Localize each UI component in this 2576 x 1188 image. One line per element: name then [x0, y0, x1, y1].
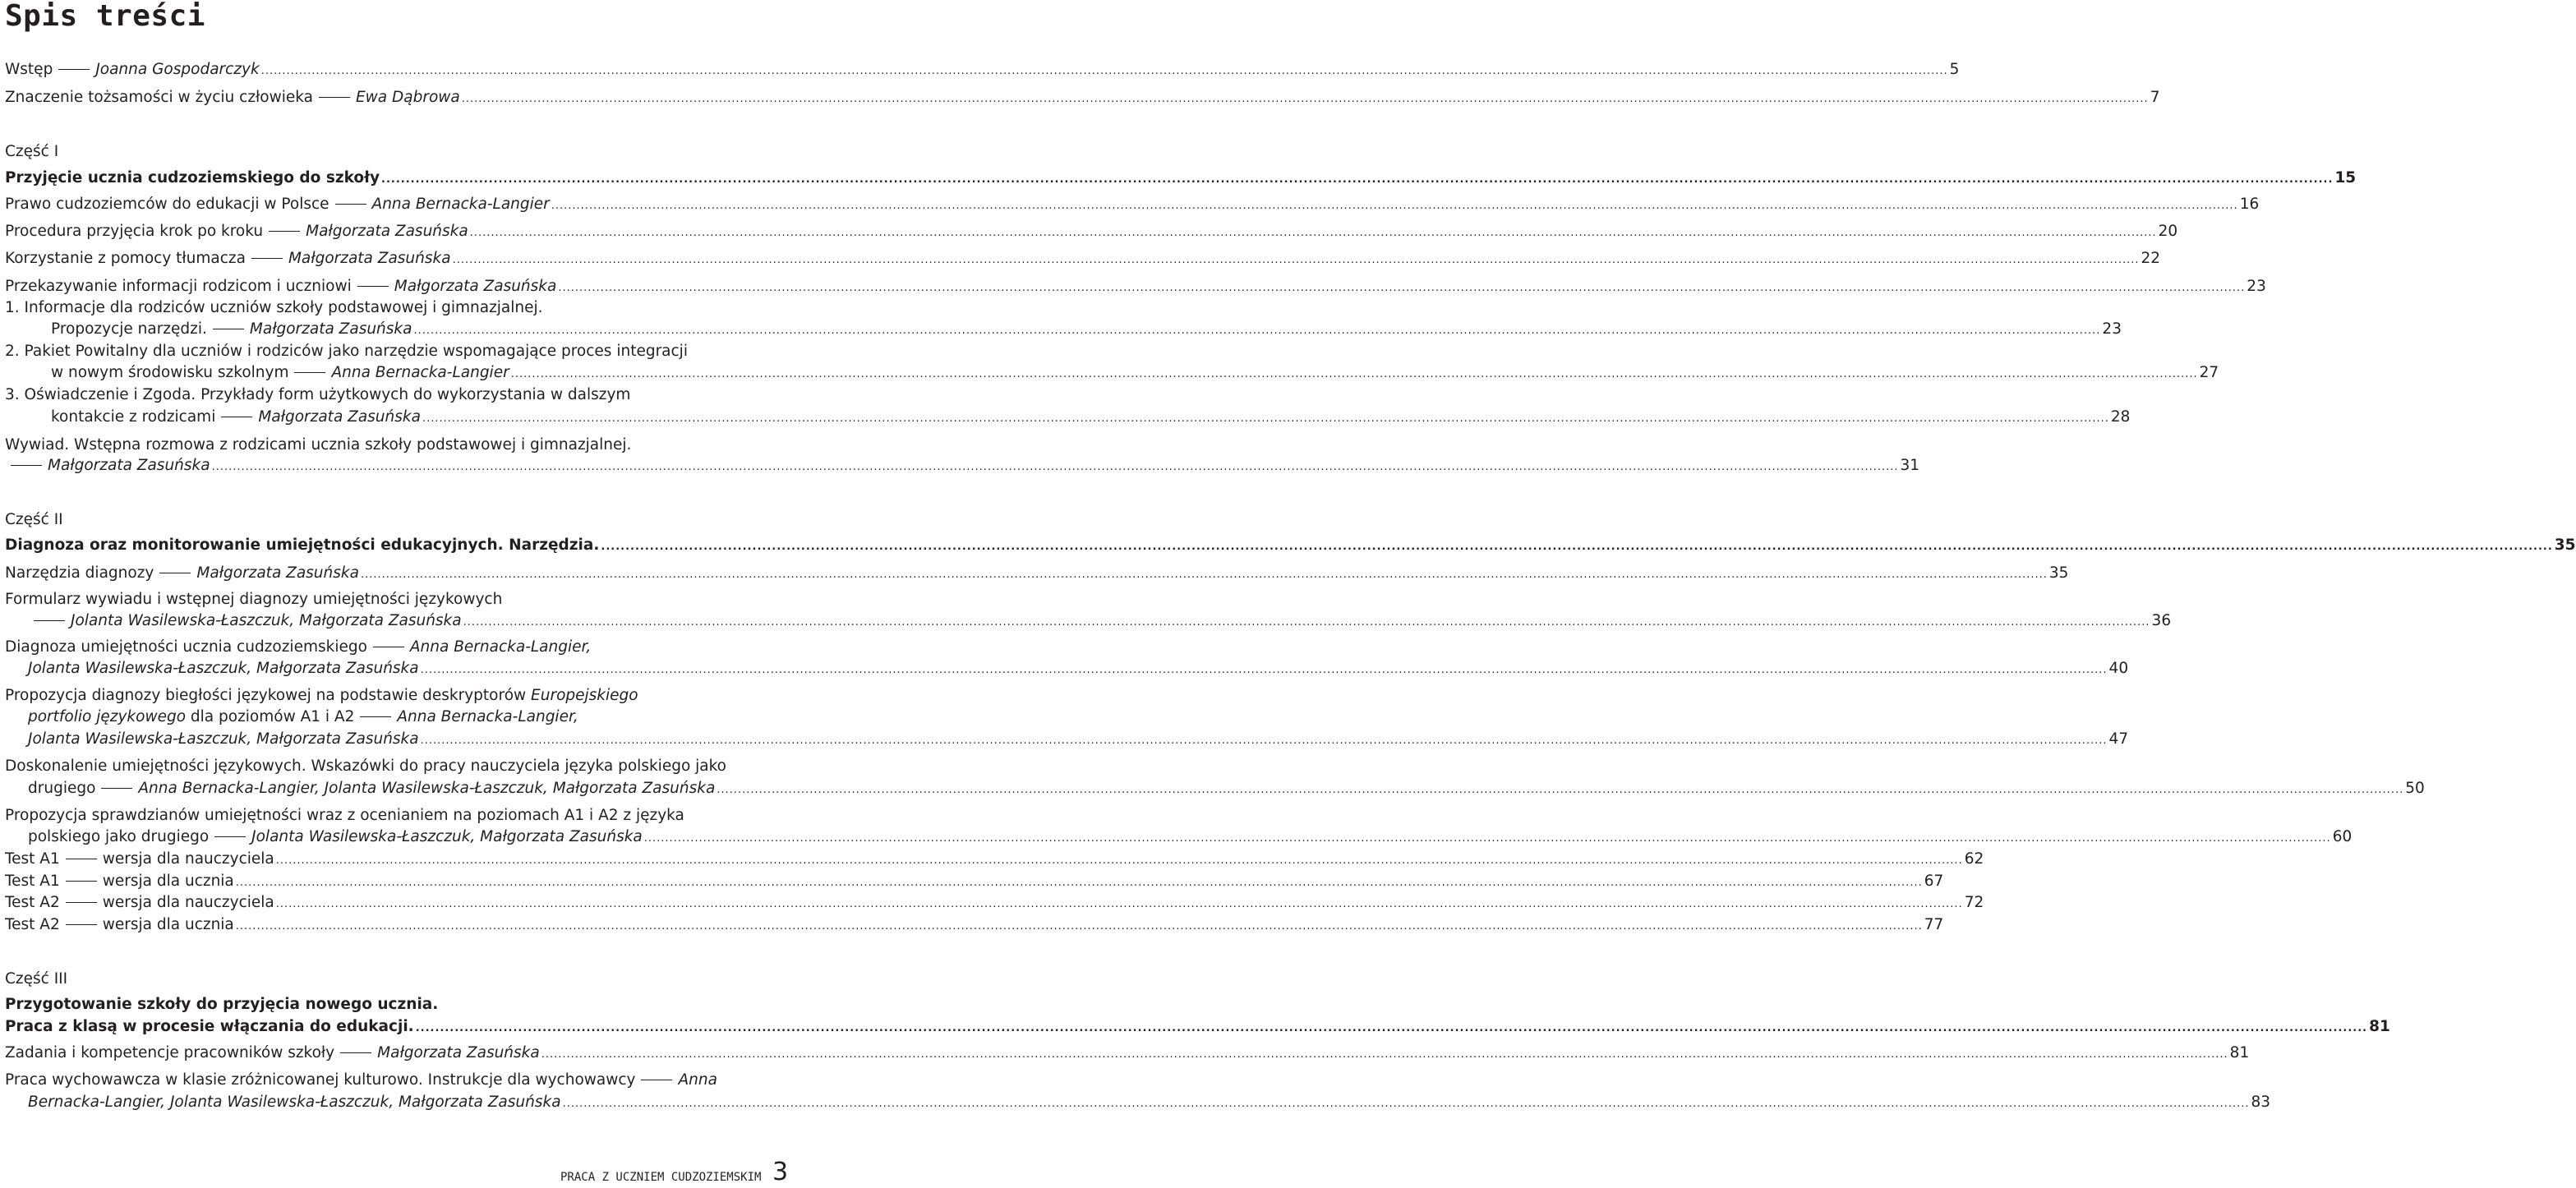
toc-page-number: 47	[2108, 730, 2129, 748]
toc-entry	[28, 826, 2353, 848]
toc-page-number: 23	[2102, 320, 2122, 338]
dot-leader: ................................................................................................................................................................................................................................................................................................................................................................................................................	[415, 1022, 2368, 1034]
toc-entry-title	[5, 636, 591, 658]
toc-page-number: 35	[2048, 564, 2069, 582]
toc-entry	[51, 318, 2122, 340]
toc-page-number: 7	[2150, 89, 2160, 106]
toc-entry	[5, 86, 2160, 108]
toc-page-number: 27	[2199, 364, 2219, 381]
toc-author: portfolio językowego	[28, 708, 187, 725]
toc-entry-title	[5, 454, 210, 477]
toc-entry-title	[5, 275, 556, 297]
toc-page-number: 20	[2158, 223, 2178, 240]
toc-entry-title	[28, 826, 643, 848]
toc-text: Test A2	[5, 916, 60, 933]
toc-page-number: 40	[2108, 660, 2129, 677]
toc-author: Małgorzata Zasuńska	[377, 1044, 540, 1061]
toc-text: dla poziomów A1 i A2	[190, 708, 355, 725]
toc-author: Ewa Dąbrowa	[355, 89, 460, 106]
dot-leader: ................................................................................................................................................................................................................................................................................................................................................................................................................	[717, 784, 2404, 796]
toc-entry	[5, 534, 2576, 556]
toc-text: Diagnoza oraz monitorowanie umiejętności edukacyjnych. Narzędzia.	[5, 536, 600, 554]
em-dash	[101, 788, 132, 789]
toc-entry	[5, 1015, 2390, 1038]
toc-entry	[5, 993, 758, 1015]
toc-entry	[28, 706, 758, 728]
toc-author: Małgorzata Zasuńska	[394, 278, 557, 295]
dot-leader: ................................................................................................................................................................................................................................................................................................................................................................................................................	[275, 898, 1963, 910]
footer-page-number: 3	[772, 1158, 789, 1186]
em-dash	[66, 902, 97, 903]
toc-entry	[51, 361, 2219, 384]
toc-entry-title	[5, 167, 380, 189]
toc-entry-title	[28, 706, 578, 728]
em-dash	[58, 69, 90, 70]
toc-entry-title	[5, 193, 550, 215]
toc-text: Doskonalenie umiejętności językowych. Wskazówki do pracy nauczyciela języka polskiego jako	[5, 757, 726, 775]
toc-text: wersja dla ucznia	[102, 873, 234, 890]
toc-page-number: 35	[2554, 536, 2576, 554]
dot-leader: ................................................................................................................................................................................................................................................................................................................................................................................................................	[235, 920, 1923, 932]
toc-page-number: 31	[1900, 457, 1920, 474]
dot-leader: ................................................................................................................................................................................................................................................................................................................................................................................................................	[601, 541, 2553, 553]
toc-page-number: 22	[2141, 250, 2161, 267]
dot-leader: ................................................................................................................................................................................................................................................................................................................................................................................................................	[360, 569, 2048, 581]
toc-entry-title	[28, 777, 715, 799]
toc-entry	[28, 777, 2425, 799]
toc-entry-title	[5, 1042, 540, 1064]
toc-author: Małgorzata Zasuńska	[196, 564, 359, 582]
toc-entry-title	[5, 993, 438, 1015]
toc-text: Diagnoza umiejętności ucznia cudzoziemskiego	[5, 638, 367, 656]
toc-text: Narzędzia diagnozy	[5, 564, 154, 582]
toc-entry	[5, 562, 2069, 584]
toc-entry-title	[5, 562, 359, 584]
em-dash	[357, 286, 389, 287]
toc-entry	[5, 848, 1984, 870]
toc-text: Praca z klasą w procesie włączania do edukacji.	[5, 1018, 414, 1035]
em-dash	[214, 836, 246, 837]
toc-text: 3. Oświadczenie i Zgoda. Przykłady form użytkowych do wykorzystania w dalszym	[5, 386, 631, 403]
toc-entry	[5, 755, 758, 777]
em-dash	[251, 258, 283, 259]
toc-page-number: 67	[1924, 873, 1944, 890]
toc-text: Korzystanie z pomocy tłumacza	[5, 250, 246, 267]
toc-entry	[5, 193, 2260, 215]
toc-text: wersja dla nauczyciela	[102, 894, 274, 911]
toc-entry-title	[51, 318, 412, 340]
toc-text: Przygotowanie szkoły do przyjęcia nowego ucznia.	[5, 996, 439, 1013]
toc-text: Część III	[5, 970, 68, 988]
toc-text: Przyjęcie ucznia cudzoziemskiego do szkoły	[5, 169, 380, 186]
toc-text: Test A1	[5, 850, 60, 868]
toc-author: Jolanta Wasilewska-Łaszczuk, Małgorzata Zasuńska	[28, 730, 419, 748]
toc-entry-title	[51, 406, 421, 428]
toc-text: Test A2	[5, 894, 60, 911]
toc-text: Część II	[5, 511, 63, 528]
dot-leader: ................................................................................................................................................................................................................................................................................................................................................................................................................	[558, 282, 2246, 294]
toc-text: Propozycja diagnozy biegłości językowej na podstawie deskryptorów	[5, 687, 527, 704]
toc-entry	[5, 684, 758, 707]
dot-leader: ................................................................................................................................................................................................................................................................................................................................................................................................................	[420, 664, 2108, 676]
toc-author: Małgorzata Zasuńska	[48, 457, 210, 474]
toc-entry-title	[5, 220, 468, 242]
toc-text: Praca wychowawcza w klasie zróżnicowanej kulturowo. Instrukcje dla wychowawcy	[5, 1071, 636, 1089]
toc-text: Propozycja sprawdzianów umiejętności wraz z ocenianiem na poziomach A1 i A2 z języka	[5, 807, 684, 824]
dot-leader: ................................................................................................................................................................................................................................................................................................................................................................................................................	[420, 734, 2108, 747]
toc-text: Wstęp	[5, 61, 53, 78]
toc-author: Joanna Gospodarczyk	[95, 61, 260, 78]
toc-author: Małgorzata Zasuńska	[288, 250, 451, 267]
dot-leader: ................................................................................................................................................................................................................................................................................................................................................................................................................	[562, 1098, 2250, 1110]
toc-page-number: 60	[2332, 828, 2353, 845]
toc-page-number: 81	[2229, 1044, 2250, 1061]
toc-page-number: 77	[1924, 916, 1944, 933]
dot-leader: ................................................................................................................................................................................................................................................................................................................................................................................................................	[381, 173, 2334, 186]
toc-entry	[5, 968, 758, 990]
toc-page-number: 28	[2110, 408, 2131, 426]
toc-entry	[5, 1042, 2250, 1064]
toc-page-number: 62	[1964, 850, 1984, 868]
dot-leader: ................................................................................................................................................................................................................................................................................................................................................................................................................	[510, 368, 2198, 380]
em-dash	[294, 372, 325, 373]
toc-entry	[5, 1069, 758, 1091]
toc-entry	[5, 914, 1944, 936]
dot-leader: ................................................................................................................................................................................................................................................................................................................................................................................................................	[235, 877, 1923, 889]
toc-entry	[5, 384, 758, 406]
toc-entry	[5, 275, 2266, 297]
toc-author: Jolanta Wasilewska-Łaszczuk, Małgorzata Zasuńska	[251, 828, 643, 845]
toc-text: Znaczenie tożsamości w życiu człowieka	[5, 89, 313, 106]
toc-author: Europejskiego	[531, 687, 638, 704]
toc-entry	[5, 804, 758, 827]
toc-entry-title	[5, 1015, 414, 1038]
toc-entry	[28, 728, 2129, 750]
toc-page-number: 23	[2247, 278, 2266, 295]
page-title: Spis treści	[5, 0, 205, 33]
toc-entry	[5, 58, 1960, 81]
toc-entry	[5, 636, 758, 658]
toc-entry	[5, 891, 1984, 914]
toc-page-number: 50	[2405, 780, 2425, 797]
toc-text: kontakcie z rodzicami	[51, 408, 216, 426]
toc-author: Anna Bernacka-Langier	[371, 196, 550, 213]
toc-entry-title	[51, 361, 509, 384]
toc-entry-title	[5, 891, 274, 914]
toc-page-number: 83	[2251, 1094, 2271, 1111]
dot-leader: ................................................................................................................................................................................................................................................................................................................................................................................................................	[541, 1048, 2228, 1061]
toc-entry-title	[5, 848, 274, 870]
footer-title: PRACA Z UCZNIEM CUDZOZIEMSKIM	[560, 1171, 762, 1184]
toc-entry	[5, 509, 758, 531]
toc-page-number: 16	[2239, 196, 2260, 213]
toc-entry-title	[28, 610, 462, 632]
em-dash	[66, 924, 97, 925]
toc-page-number: 15	[2334, 169, 2357, 186]
dot-leader: ................................................................................................................................................................................................................................................................................................................................................................................................................	[413, 325, 2101, 337]
toc-entry	[5, 247, 2161, 269]
toc-entry	[28, 610, 2172, 632]
toc-entry-title	[5, 247, 451, 269]
toc-page-number: 36	[2151, 612, 2172, 629]
em-dash	[335, 204, 366, 205]
dot-leader: ................................................................................................................................................................................................................................................................................................................................................................................................................	[551, 200, 2238, 212]
toc-author: Anna Bernacka-Langier, Jolanta Wasilewska-Łaszczuk, Małgorzata Zasuńska	[138, 780, 716, 797]
toc-author: Jolanta Wasilewska-Łaszczuk, Małgorzata Zasuńska	[71, 612, 462, 629]
toc-text: Prawo cudzoziemców do edukacji w Polsce	[5, 196, 329, 213]
toc-entry-title	[5, 588, 502, 610]
dot-leader: ................................................................................................................................................................................................................................................................................................................................................................................................................	[643, 832, 2331, 845]
toc-entry-title	[28, 728, 419, 750]
toc-text: Procedura przyjęcia krok po kroku	[5, 223, 264, 240]
toc-author: Jolanta Wasilewska-Łaszczuk, Małgorzata Zasuńska	[28, 660, 419, 677]
toc-text: w nowym środowisku szkolnym	[51, 364, 289, 381]
toc-entry	[5, 588, 758, 610]
toc-text: Test A1	[5, 873, 60, 890]
toc-text: Zadania i kompetencje pracowników szkoły	[5, 1044, 335, 1061]
em-dash	[340, 1052, 371, 1053]
toc-author: Anna Bernacka-Langier,	[397, 708, 578, 725]
toc-text: polskiego jako drugiego	[28, 828, 210, 845]
toc-text: 1. Informacje dla rodziców uczniów szkoły podstawowej i gimnazjalnej.	[5, 299, 543, 316]
em-dash	[319, 97, 350, 98]
toc-entry	[28, 1091, 2271, 1113]
toc-author: Anna	[678, 1071, 717, 1089]
toc-entry	[5, 454, 1920, 477]
toc-page-number: 72	[1964, 894, 1984, 911]
em-dash	[269, 231, 300, 232]
toc-text: Formularz wywiadu i wstępnej diagnozy umiejętności językowych	[5, 591, 503, 608]
toc-entry-title	[5, 968, 67, 990]
toc-text: Propozycje narzędzi.	[51, 320, 207, 338]
toc-entry-title	[5, 914, 234, 936]
toc-author: Bernacka-Langier, Jolanta Wasilewska-Łaszczuk, Małgorzata Zasuńska	[28, 1094, 561, 1111]
toc-entry-title	[28, 1091, 561, 1113]
toc-author: Małgorzata Zasuńska	[306, 223, 468, 240]
toc-text: Wywiad. Wstępna rozmowa z rodzicami ucznia szkoły podstawowej i gimnazjalnej.	[5, 436, 632, 454]
toc-entry-title	[5, 534, 599, 556]
toc-entry	[5, 297, 758, 319]
toc-entry	[5, 140, 758, 163]
em-dash	[11, 465, 42, 466]
toc-entry-title	[28, 657, 419, 679]
toc-entry-title	[5, 434, 631, 456]
toc-entry-title	[5, 297, 543, 319]
dot-leader: ................................................................................................................................................................................................................................................................................................................................................................................................................	[275, 854, 1963, 867]
dot-leader: ................................................................................................................................................................................................................................................................................................................................................................................................................	[260, 65, 1948, 77]
toc-entry-title	[5, 684, 638, 707]
toc-text: wersja dla ucznia	[102, 916, 234, 933]
toc-entry-title	[5, 384, 630, 406]
toc-page-number: 81	[2369, 1018, 2390, 1035]
dot-leader: ................................................................................................................................................................................................................................................................................................................................................................................................................	[452, 254, 2140, 266]
toc-text: Część I	[5, 143, 59, 160]
toc-entry-title	[5, 140, 58, 163]
toc-entry-title	[5, 58, 260, 81]
toc-author: Małgorzata Zasuńska	[258, 408, 421, 426]
dot-leader: ................................................................................................................................................................................................................................................................................................................................................................................................................	[461, 93, 2149, 105]
toc-entry-title	[5, 804, 684, 827]
em-dash	[360, 716, 391, 717]
toc-entry-title	[5, 1069, 717, 1091]
em-dash	[34, 620, 65, 621]
toc-page-number: 5	[1949, 61, 1960, 78]
toc-text: drugiego	[28, 780, 96, 797]
toc-entry	[51, 406, 2131, 428]
toc-author: Małgorzata Zasuńska	[249, 320, 412, 338]
dot-leader: ................................................................................................................................................................................................................................................................................................................................................................................................................	[211, 461, 1899, 473]
toc-entry-title	[5, 340, 688, 362]
toc-text: Przekazywanie informacji rodzicom i uczniowi	[5, 278, 352, 295]
toc-entry	[5, 870, 1944, 892]
toc-entry-title	[5, 755, 726, 777]
toc-text: 2. Pakiet Powitalny dla uczniów i rodziców jako narzędzie wspomagające proces integracji	[5, 343, 688, 360]
dot-leader: ................................................................................................................................................................................................................................................................................................................................................................................................................	[422, 412, 2109, 425]
toc-entry	[5, 340, 758, 362]
toc-entry	[5, 220, 2178, 242]
dot-leader: ................................................................................................................................................................................................................................................................................................................................................................................................................	[469, 227, 2157, 239]
toc-entry	[28, 657, 2129, 679]
toc-author: Anna Bernacka-Langier,	[409, 638, 592, 656]
toc-entry	[5, 167, 2357, 189]
toc-author: Anna Bernacka-Langier	[331, 364, 509, 381]
toc-text: wersja dla nauczyciela	[102, 850, 274, 868]
toc-entry-title	[5, 86, 460, 108]
toc-entry-title	[5, 870, 234, 892]
dot-leader: ................................................................................................................................................................................................................................................................................................................................................................................................................	[463, 616, 2150, 629]
toc-entry-title	[5, 509, 63, 531]
toc-entry	[5, 434, 758, 456]
em-dash	[66, 881, 97, 882]
